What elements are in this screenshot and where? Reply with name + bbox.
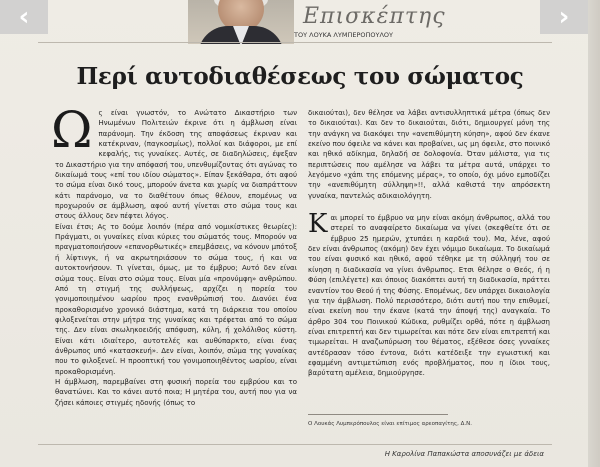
columnist-portrait xyxy=(188,0,294,44)
article-column-right xyxy=(308,108,550,379)
bottom-divider xyxy=(38,444,552,445)
footnote-divider xyxy=(308,414,448,415)
header-divider xyxy=(38,42,552,43)
column-title: Επισκέπτης xyxy=(303,4,446,29)
paragraph: αι μπορεί το έμβρυο να μην είναι ακόμη άνθρωπος, αλλά του στερεί το αναφαίρετο δικαίωμα να γίνει (σκεφθείτε ότι σε έμβρυο 25 ημερών, χτυπάει η καρδιά του). Μα, λένε, αφού δεν είναι άνθρωπος (ακόμη) δεν έχει νόμιμο δικαίωμα. Το δικαίωμά του είναι φυσικό και ηθικό, αφού τέθηκε με τη σύλληψή του σε κίνηση η διαδικασία να γίνει άνθρωπος. Ετσι θέλησε ο Θεός, ή η Φύση (επιλέγετε) και όποιος διακόπτει αυτή τη διαδικασία, πράττει εναντίον του Θεού ή της Φύσης. Επομένως, δεν υπάρχει δικαιολογία για την άμβλωση. Πολύ περισσότερο, διότι αυτή που την επιθυμεί, είναι εκείνη που την έκανε (κατά την άποψή της) αναγκαία. Το άρθρο 304 του Ποινικού Κώδικα, ρυθμίζει ορθά, πότε η άμβλωση είναι επιτρεπτή και δεν τιμωρείται και πότε δεν είναι επιτρεπτή και τιμωρείται. Η αναζωπύρωση του θέματος, εξέθεσε όσες γυναίκες αντέδρασαν τόσο έντονα, διότι κατέδειξε την εγωιστική και εφαμμένη αντιμετώπιση ενός προβλήματος, που η ίδιοι τους, βαρύτατη αμέλεια, δημιούργησε. xyxy=(308,214,550,378)
paragraph: Είναι έτσι; Ας το δούμε λοιπόν (πέρα από νομικίστικες θεωρίες): Πράγματι, οι γυναίκες είναι κύριες του σώματός τους. Μπορούν να πραγματοποιήσουν «επανορθωτικές» επεμβάσεις, να κόνουν μπότοξ ή λίφτινγκ, ή να ακρωτηριάσουν το σώμα τους, ή και να αυτοκτονήσουν. Τι γίνεται, όμως, με το έμβρυο; Αυτό δεν είναι σώμα τους. Είναι στο σώμα τους. Είναι μία «προνύμφη» ανθρώπου. Από τη στιγμή της συλλήψεως, αρχίζει η πορεία του γονιμοποιημένου ωαρίου προς ενανθρώπισή του. Διανύει ένα προκαθορισμένο χρονικό διάστημα, κατά τη διάρκεια του οποίου φιλοξενείται στην μήτρα της γυναίκας και τρέφεται από το σώμα της. Δεν είναι σκωληκοειδής απόφυση, κύλη, ή χολόλιθος κύστη. Είναι κάτι ιδιαίτερο, αυτοτελές και αυθύπαρκτο, είναι ένας άνθρωπος υπό «κατασκευή». Δεν είναι, λοιπόν, σώμα της γυναίκας που το φιλοξενεί. Η προοπτική του γονιμοποιηθέντος ωαρίου, είναι προκαθορισμένη. xyxy=(55,222,297,376)
drop-cap: Κ xyxy=(308,209,328,240)
previous-arrow-icon[interactable]: ‹ xyxy=(0,0,48,34)
paragraph: Η άμβλωση, παρεμβαίνει στη φυσική πορεία του εμβρύου και το θανατώνει. Και το κάνει αυτό ποια; Η μητέρα του, αυτή που για να ζήσει κάποιες στιγμές ηδονής (όπως το xyxy=(55,377,297,407)
byline: ΤΟΥ ΛΟΥΚΑ ΛΥΜΠΕΡΟΠΟΥΛΟΥ xyxy=(294,31,393,39)
drop-cap: Ω xyxy=(51,101,93,159)
author-footnote: Ο Λουκάς Λυμπερόπουλος είναι επίτιμος αρεοπαγίτης, Δ.Ν. xyxy=(308,421,472,427)
page-edge xyxy=(588,0,600,467)
paragraph: δικαιούται), δεν θέλησε να λάβει αντισυλληπτικά μέτρα (όπως δεν το δικαιούται). Και δεν το δικαιούται, διότι, δημιουργεί μόνη της την ανάγκη να διακόψει την «ανεπιθύμητη κύηση», αφού δεν έκανε εκείνο που όφειλε να κάνει και προβαίνει, ως μη όφειλε, στο ποινικό και ηθικό αδίκημα, δηλαδή σε δολοφονία. Όταν μάλιστα, για τις περιπτώσεις που αμέλησε να λάβει τα μέτρα αυτά, υπάρχει το λεγόμενο «χάπι της επόμενης μέρας», το οποίο, όχι μόνο εμποδίζει την «ανεπιθύμητη σύλληψη»!!, αλλά καθιστά την απρόσεκτη γυναίκα, παντελώς αδικαιολόγητη. xyxy=(308,109,550,200)
next-arrow-icon[interactable]: › xyxy=(540,0,588,34)
paragraph: ς είναι γνωστόν, το Ανώτατο Δικαστήριο των Ηνωμένων Πολιτειών έκρινε ότι η άμβλωση είναι παράνομη. Την έκδοση της αποφάσεως έκριναν και κατέκριναν, (παγκοσμίως), πολλοί και διάφοροι, με επί κεφαλής, τις γυναίκες. Αυτές, σε διαδηλώσεις, έψεξαν το Δικαστήριο για την απόφασή του, υπενθυμίζοντας ότι αγώνας το δικαίωμά τους «επί του ιδίου σώματος». Είπαν ξεκάθαρα, ότι αφού το σώμα είναι δικό τους, μπορούν άνετα και χωρίς να διαπράττουν κάτι παράνομο, να το διαθέτουν όπως θέλουν, επομένως να προχωρούν σε άμβλωση, αφού αυτή γίνεται στο σώμα τους και στους άλλους δεν πέφτει λόγος. xyxy=(55,109,297,221)
article-headline: Περί αυτοδιαθέσεως του σώματος xyxy=(76,63,524,90)
bottom-caption: Η Καρολίνα Παπακώστα αποσυνάζει με άδεια xyxy=(384,450,544,458)
article-column-left xyxy=(51,101,297,408)
